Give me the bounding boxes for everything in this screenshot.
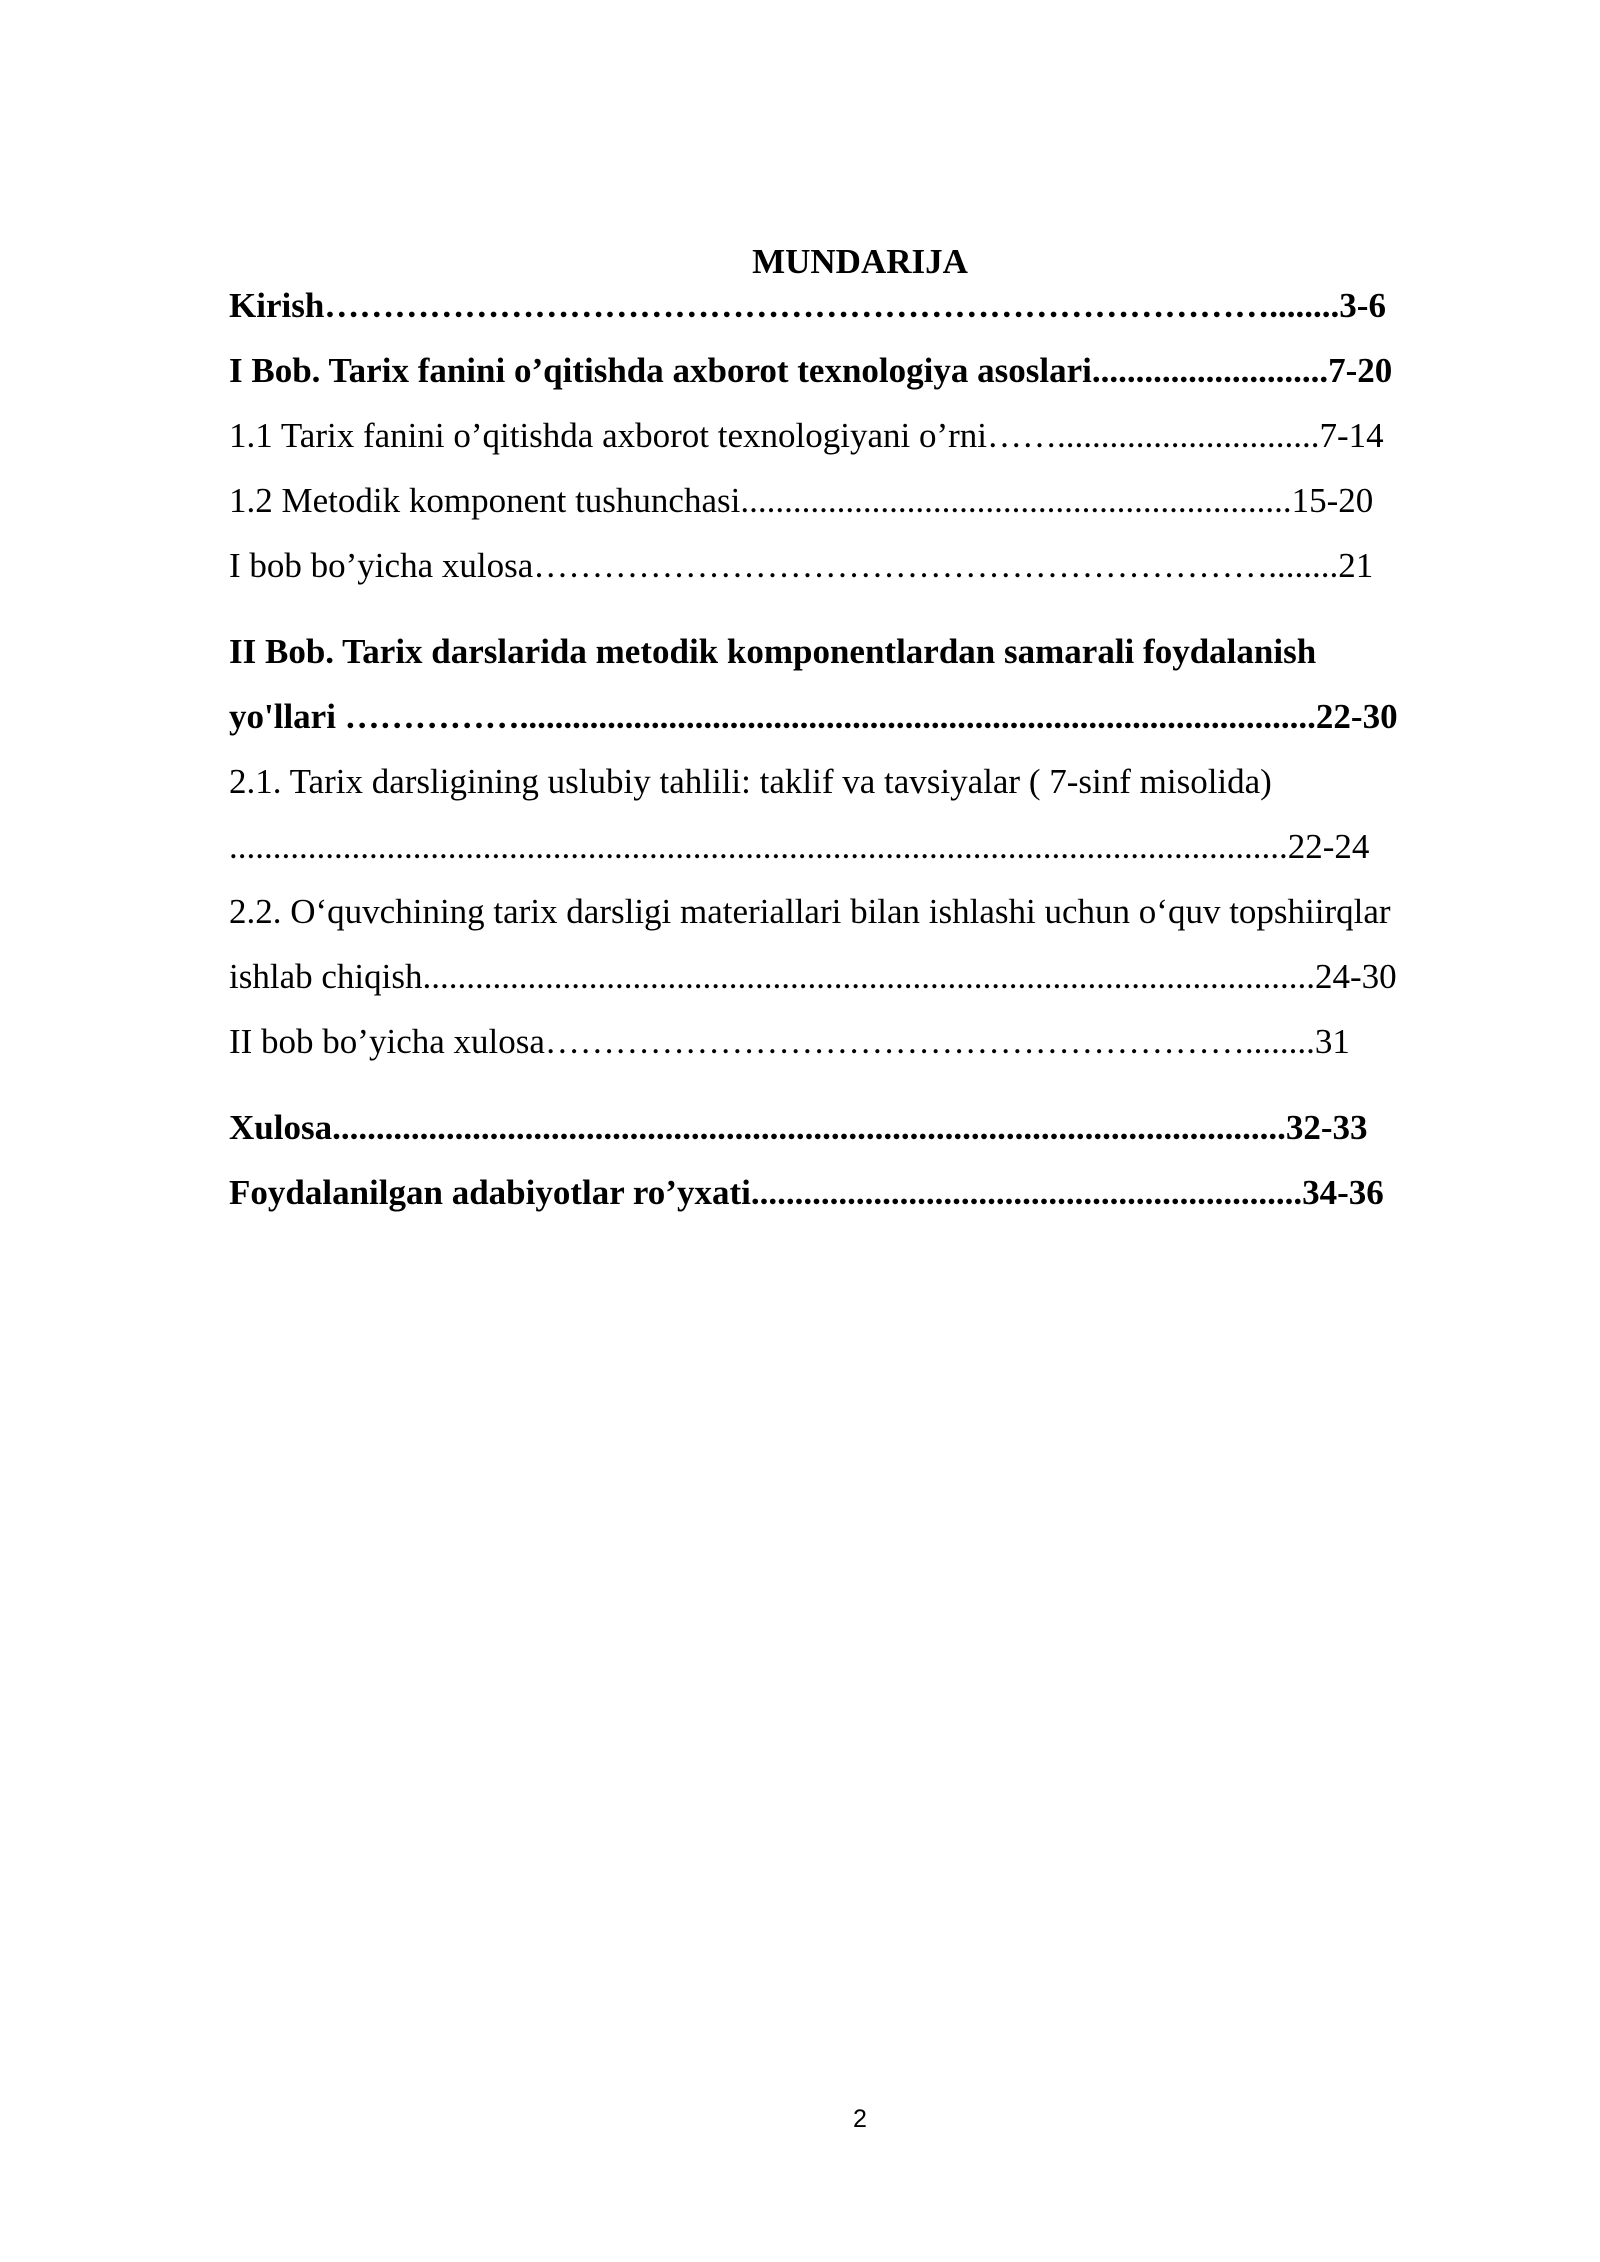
- toc-entry-chapter-2-line-2: yo'llari ……………...........................................................................................22-30: [229, 697, 1398, 736]
- toc-entry-chapter-1: I Bob. Tarix fanini o’qitishda axborot texnologiya asoslari...........................7-20: [229, 351, 1393, 390]
- toc-title: MUNDARIJA: [752, 242, 968, 281]
- toc-entry-section-2-1-line-1: 2.1. Tarix darsligining uslubiy tahlili: taklif va tavsiyalar ( 7-sinf misolida): [229, 762, 1272, 801]
- toc-entry-section-2-2-line-2: ishlab chiqish......................................................................................................24-30: [229, 957, 1397, 996]
- page-number: 2: [853, 2105, 867, 2133]
- toc-entry-section-2-2-line-1: 2.2. O‘quvchining tarix darsligi materiallari bilan ishlashi uchun o‘quv topshiirqlar: [229, 892, 1391, 931]
- toc-entry-xulosa: Xulosa.............................................................................................................32-33: [229, 1108, 1368, 1147]
- toc-entry-chapter-2-summary: II bob bo’yicha xulosa……………………………………………………........31: [229, 1022, 1350, 1061]
- toc-entry-section-1-1: 1.1 Tarix fanini o’qitishda axborot texnologiyani o’rni……..............................7-14: [229, 416, 1384, 455]
- toc-entry-references: Foydalanilgan adabiyotlar ro’yxati...............................................................34-36: [229, 1173, 1384, 1212]
- toc-entry-chapter-2-line-1: II Bob. Tarix darslarida metodik komponentlardan samarali foydalanish: [229, 632, 1317, 671]
- toc-entry-section-2-1-line-2: .........................................................................................................................22-24: [229, 827, 1370, 866]
- toc-entry-chapter-1-summary: I bob bo’yicha xulosa………………………………………………………........21: [229, 546, 1374, 585]
- toc-entry-kirish: Kirish………………………………………………………………………........3-6: [229, 286, 1386, 325]
- toc-entry-section-1-2: 1.2 Metodik komponent tushunchasi...............................................................15-20: [229, 481, 1374, 520]
